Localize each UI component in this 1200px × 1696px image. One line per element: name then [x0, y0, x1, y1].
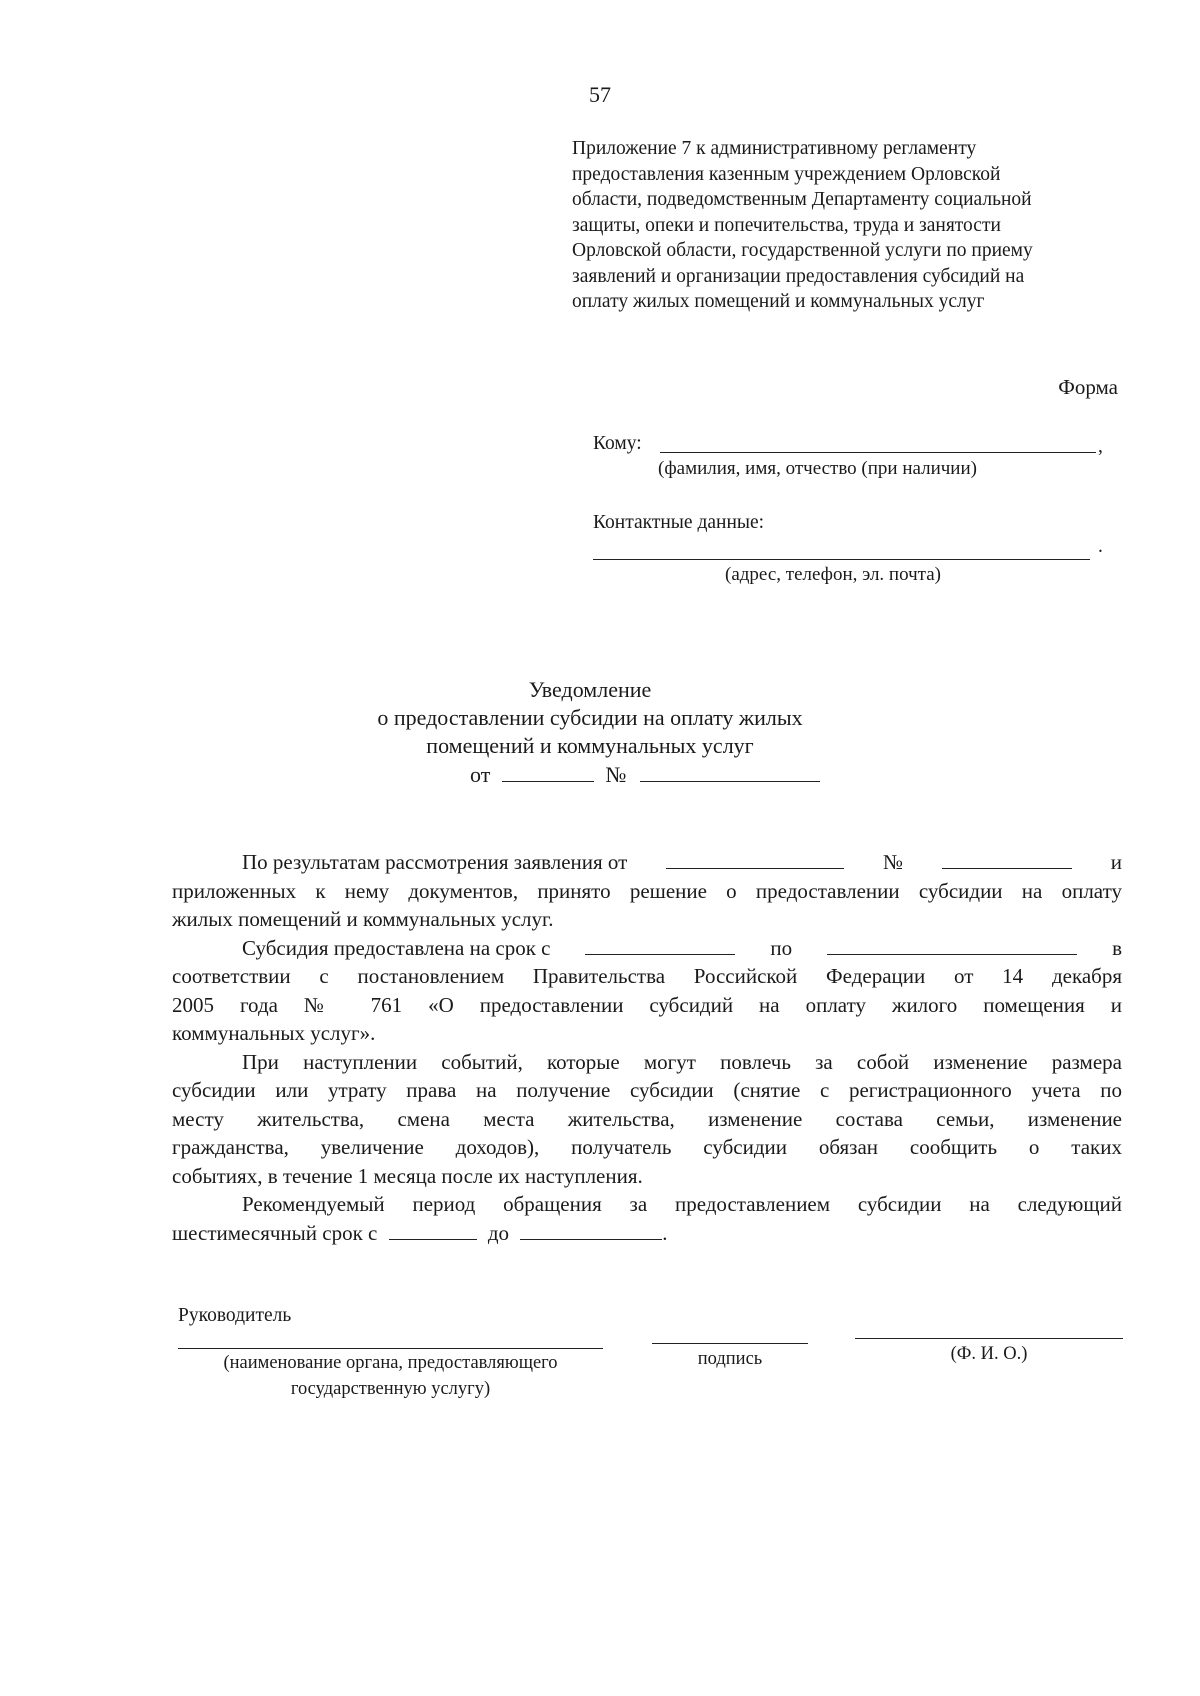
notice-date-number-row [470, 762, 820, 788]
appendix-header [572, 136, 1132, 315]
appendix-line: оплату жилых помещений и коммунальных услуг [572, 291, 985, 312]
full-name-caption: (Ф. И. О.) [950, 1344, 1028, 1364]
next-period-start-line[interactable] [389, 1221, 477, 1240]
org-caption-line: государственную услугу) [290, 1379, 491, 1399]
subsidy-period-text: Субсидия предоставлена на срок с [242, 935, 551, 960]
recipient-trailing-comma: , [1098, 436, 1103, 457]
application-number-line[interactable] [942, 850, 1072, 869]
next-period-text: шестимесячный срок с [172, 1220, 378, 1245]
contacts-label: Контактные данные: [593, 512, 765, 533]
org-caption [178, 1350, 603, 1402]
page-number: 57 [589, 82, 611, 107]
application-number-sign: № [883, 850, 904, 874]
notice-title-line: Уведомление [528, 677, 652, 702]
contacts-trailing-dot: . [1098, 536, 1103, 557]
body-line: приложенных к нему документов, принято решение о предоставлении субсидии на оплату [172, 878, 1122, 903]
until-text: до [487, 1220, 510, 1245]
period-end-dot: . [662, 1220, 668, 1245]
to-text: по [770, 935, 793, 960]
body-line: коммунальных услуг». [172, 1021, 376, 1045]
recipient-label: Кому: [593, 433, 642, 454]
appendix-line: предоставления казенным учреждением Орловской [572, 163, 1001, 185]
body-line: соответствии с постановлением Правительства Российской Федерации от 14 декабря [172, 964, 1122, 988]
subsidy-end-date-line[interactable] [827, 936, 1077, 955]
contacts-caption: (адрес, телефон, эл. почта) [725, 564, 941, 585]
contacts-line[interactable] [593, 559, 1090, 560]
form-label: Форма [1058, 375, 1118, 399]
notice-number-line[interactable] [640, 763, 820, 782]
body-line: месту жительства, смена места жительства, изменение состава семьи, изменение [172, 1106, 1122, 1131]
body-line: 2005 года № 761 «О предоставлении субсидий на оплату жилого помещения и [172, 992, 1122, 1017]
paragraph-2-line-1 [172, 934, 1122, 963]
notice-title-line: о предоставлении субсидии на оплату жилых [377, 705, 803, 730]
in-text: в [1112, 935, 1122, 960]
notice-date-line[interactable] [502, 763, 594, 782]
body-line: событиях, в течение 1 месяца после их наступления. [172, 1163, 643, 1188]
and-text: и [1110, 850, 1122, 874]
appendix-line: заявлений и организации предоставления субсидий на [572, 265, 1025, 287]
paragraph-1-line-1 [172, 848, 1122, 877]
application-from-text: По результатам рассмотрения заявления от [242, 850, 628, 874]
body-line: жилых помещений и коммунальных услуг. [172, 907, 554, 931]
full-name-line[interactable] [855, 1338, 1123, 1339]
org-caption-line: (наименование органа, предоставляющего [223, 1353, 558, 1373]
notice-title [0, 676, 1180, 760]
signature-caption: подпись [697, 1349, 763, 1369]
org-name-line[interactable] [178, 1348, 603, 1349]
next-period-end-line[interactable] [520, 1221, 662, 1240]
appendix-line: Приложение 7 к административному регламенту [572, 138, 977, 159]
appendix-line: защиты, опеки и попечительства, труда и занятости [572, 214, 1001, 236]
recipient-name-line[interactable] [660, 452, 1096, 453]
notice-from-label: от [470, 762, 491, 787]
recipient-caption: (фамилия, имя, отчество (при наличии) [658, 458, 977, 479]
signature-line[interactable] [652, 1343, 808, 1344]
appendix-line: Орловской области, государственной услуги по приему [572, 240, 1033, 261]
body-line: субсидии или утрату права на получение субсидии (снятие с регистрационного учета по [172, 1078, 1122, 1102]
subsidy-start-date-line[interactable] [585, 936, 735, 955]
head-label: Руководитель [178, 1305, 292, 1326]
appendix-line: области, подведомственным Департаменту социальной [572, 189, 1032, 210]
body-line: Рекомендуемый период обращения за предоставлением субсидии на следующий [242, 1192, 1122, 1216]
paragraph-4-line-2 [172, 1219, 1122, 1248]
body-line: При наступлении событий, которые могут повлечь за собой изменение размера [242, 1049, 1122, 1074]
application-date-line[interactable] [666, 850, 844, 869]
notice-title-line: помещений и коммунальных услуг [426, 733, 754, 758]
notice-number-sign: № [605, 762, 627, 787]
body-line: гражданства, увеличение доходов), получатель субсидии обязан сообщить о таких [172, 1135, 1122, 1159]
paragraph-1 [172, 848, 1122, 1247]
